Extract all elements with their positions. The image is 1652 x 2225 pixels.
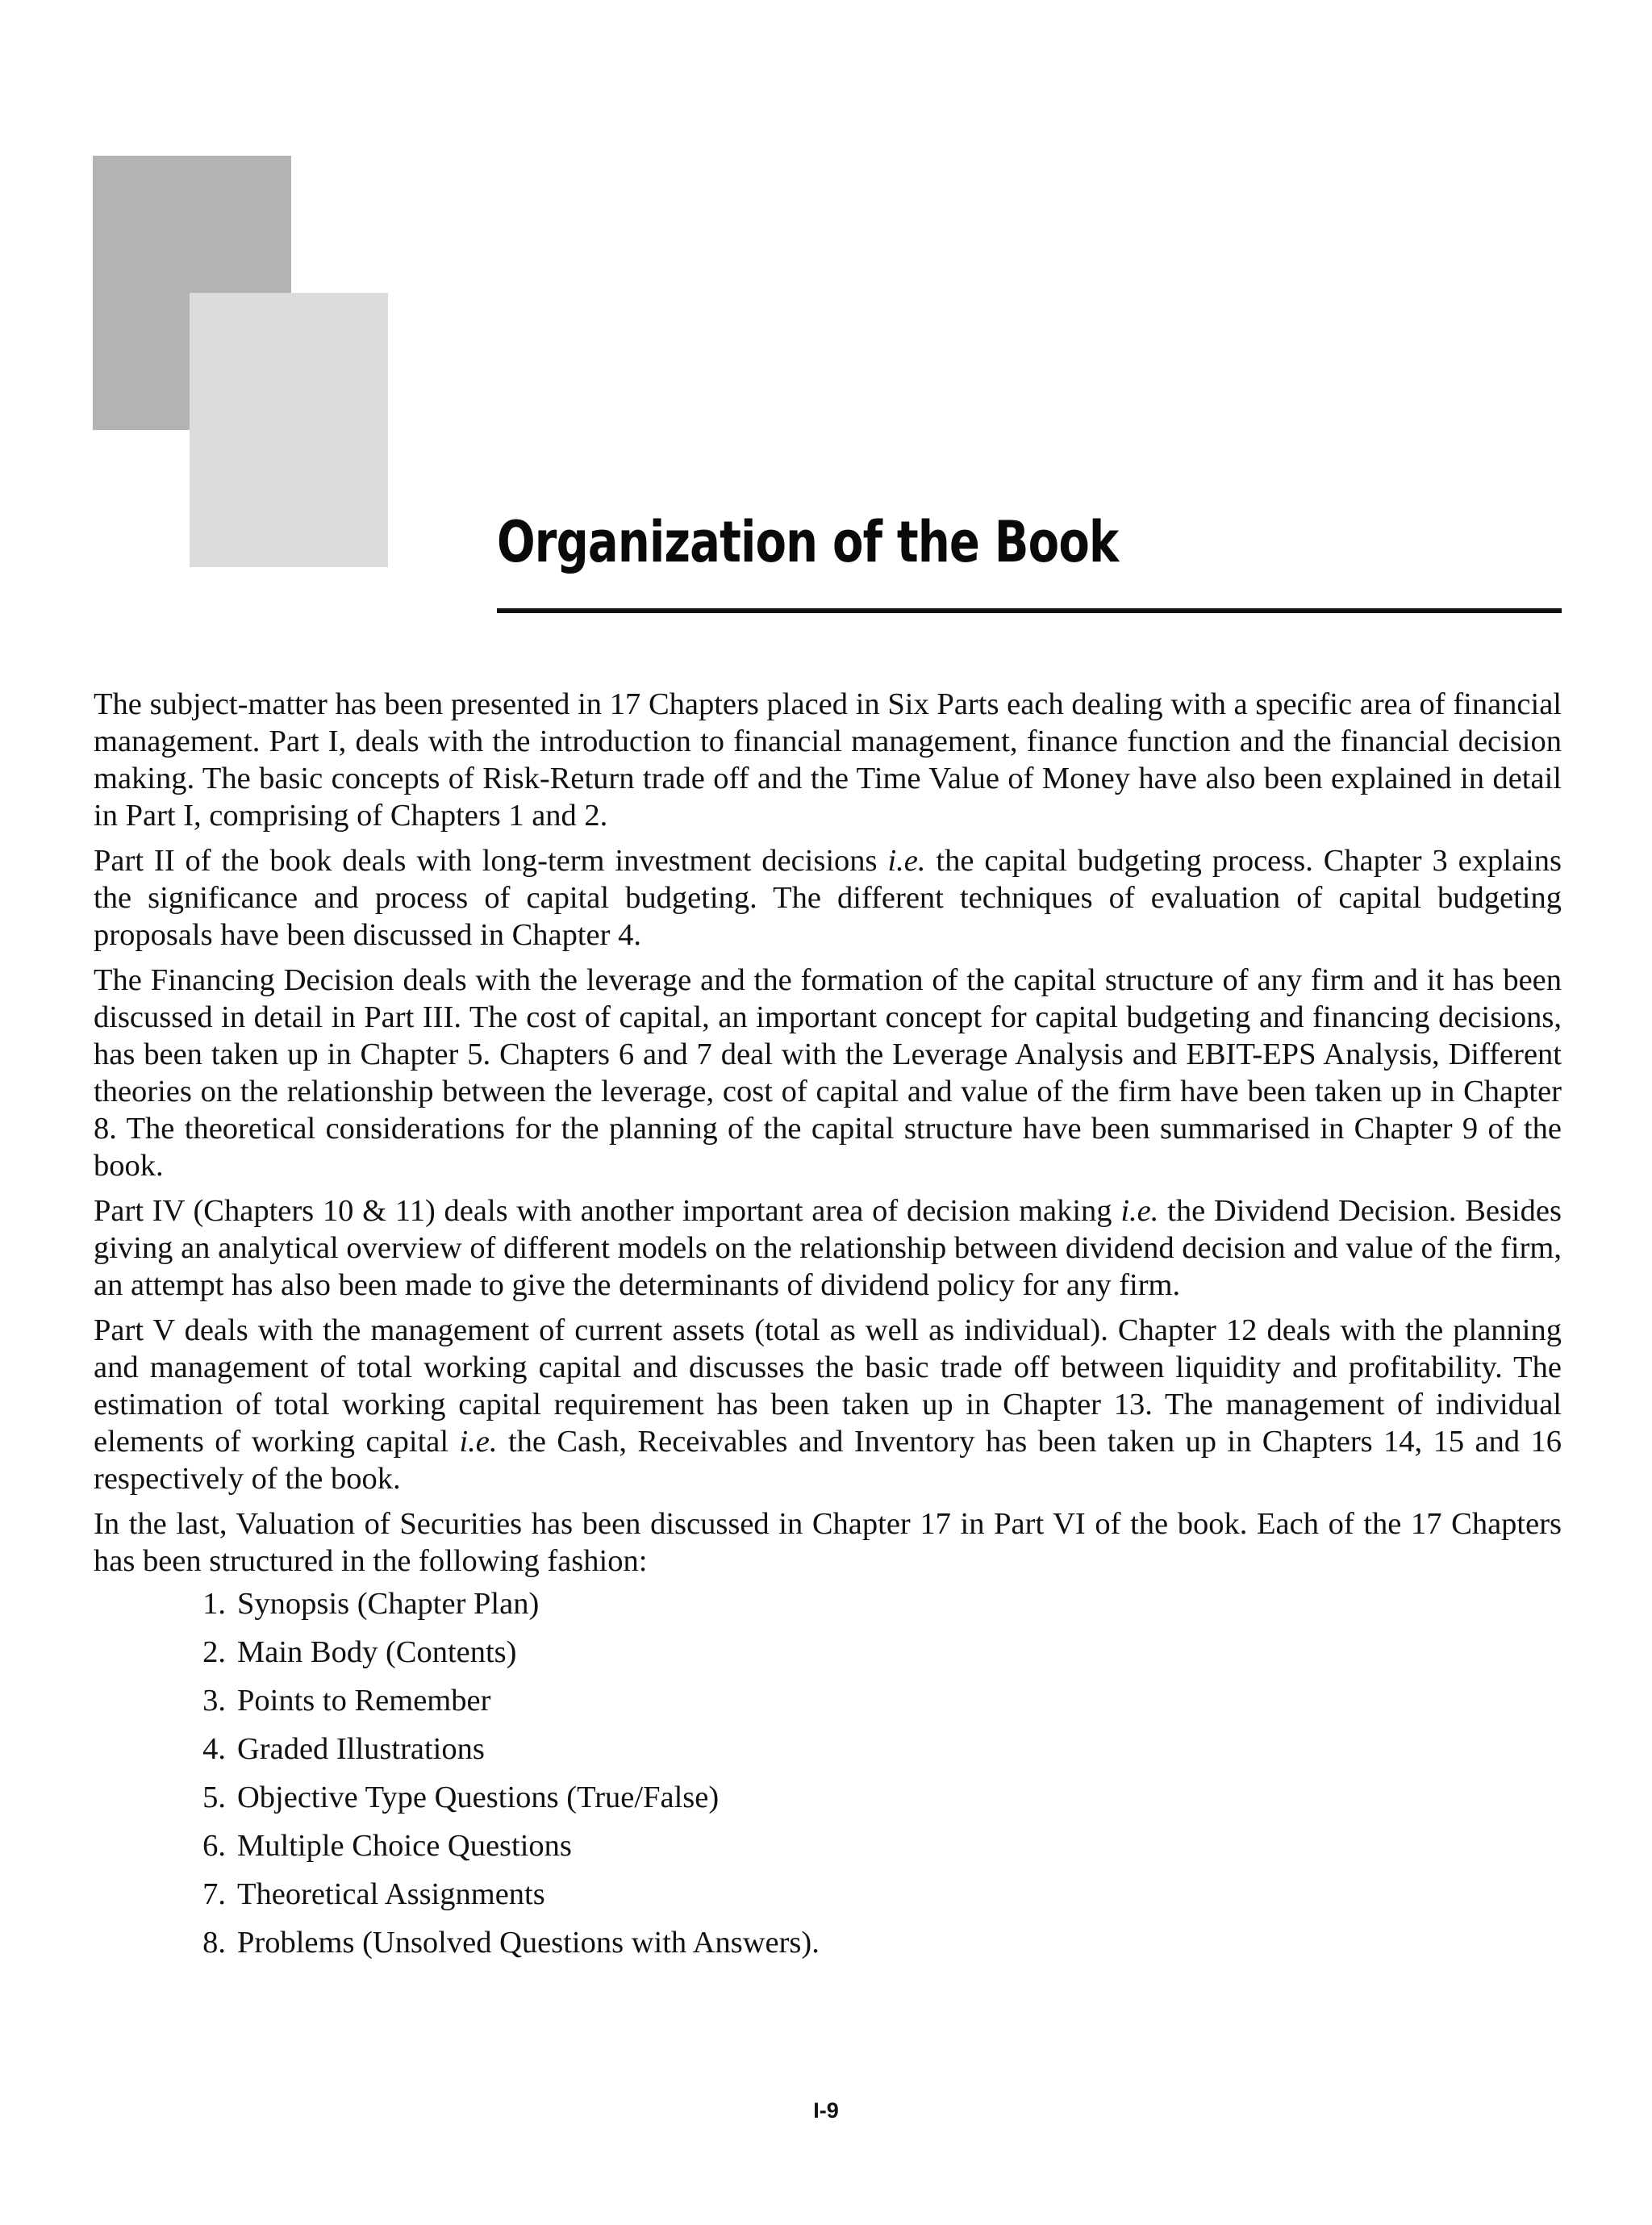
body-text bbox=[94, 686, 1562, 1967]
list-item: 3. Points to Remember bbox=[202, 1684, 491, 1718]
chapter-structure-list bbox=[94, 1580, 1562, 1967]
list-item: 2. Main Body (Contents) bbox=[202, 1635, 517, 1669]
paragraph-part-iii: The Financing Decision deals with the leverage and the formation of the capital structure of any firm and it has been discussed in detail in Part III. The cost of capital, an important concept for capital budgeting and financing decisions, has been taken up in Chapter 5. Chapters 6 and 7 deal with the Leverage Analysis and EBIT-EPS Analysis, Different theories on the relationship between the leverage, cost of capital and value of the firm have been taken up in Chapter 8. The theoretical considerations for the planning of the capital structure have been summarised in Chapter 9 of the book. bbox=[94, 963, 1562, 1183]
paragraph-part-v: Part V deals with the management of current assets (total as well as individual). Chapter 12 deals with the planning and management of total working capital and discusses the basic trade off between liquidity and profitability. The estimation of total working capital requirement has been taken up in Chapter 13. The management of individual elements of working capital i.e. the Cash, Receivables and Inventory has been taken up in Chapters 14, 15 and 16 respectively of the book. bbox=[94, 1313, 1562, 1496]
paragraph-part-iv: Part IV (Chapters 10 & 11) deals with another important area of decision making i.e. the Dividend Decision. Besides giving an analytical overview of different models on the relationship between dividend decision and value of the firm, an attempt has also been made to give the determinants of dividend policy for any firm. bbox=[94, 1194, 1562, 1302]
paragraph-part-vi: In the last, Valuation of Securities has been discussed in Chapter 17 in Part VI of the book. Each of the 17 Chapters has been structured in the following fashion: bbox=[94, 1507, 1562, 1578]
list-item: 4. Graded Illustrations bbox=[202, 1732, 485, 1766]
paragraph-overview: The subject-matter has been presented in 17 Chapters placed in Six Parts each dealing with a specific area of financial management. Part I, deals with the introduction to financial management, finance function and the financial decision making. The basic concepts of Risk-Return trade off and the Time Value of Money have also been explained in detail in Part I, comprising of Chapters 1 and 2. bbox=[94, 687, 1562, 833]
list-item: 8. Problems (Unsolved Questions with Answers). bbox=[202, 1926, 820, 1960]
page-number: I-9 bbox=[813, 2098, 839, 2123]
title-underline bbox=[497, 608, 1562, 613]
list-item: 6. Multiple Choice Questions bbox=[202, 1829, 572, 1863]
list-item: 5. Objective Type Questions (True/False) bbox=[202, 1780, 720, 1814]
list-item: 7. Theoretical Assignments bbox=[202, 1877, 545, 1911]
decorative-block-light bbox=[190, 293, 388, 567]
page-title: Organization of the Book bbox=[497, 509, 1119, 575]
paragraph-part-ii: Part II of the book deals with long-term investment decisions i.e. the capital budgeting process. Chapter 3 explains the significance and process of capital budgeting. The different techniques of evaluation of capital budgeting proposals have been discussed in Chapter 4. bbox=[94, 844, 1562, 952]
list-item: 1. Synopsis (Chapter Plan) bbox=[202, 1587, 540, 1621]
